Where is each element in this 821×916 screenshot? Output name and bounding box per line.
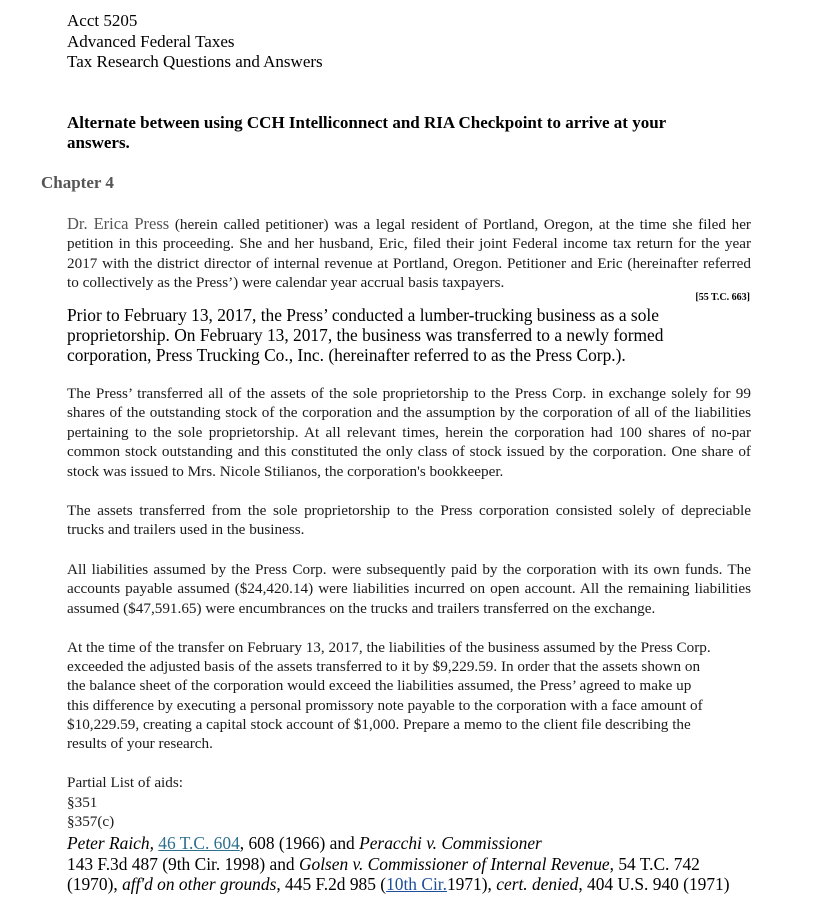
case-name-raich: Peter Raich, <box>67 833 154 853</box>
golsen-citation: , 54 T.C. 742 <box>609 854 700 874</box>
aids-item: §357(c) <box>67 813 115 830</box>
prior-paragraph-line-3: corporation, Press Trucking Co., Inc. (hereinafter referred to as the Press Corp.). <box>67 345 626 365</box>
aids-heading: Partial List of aids: <box>67 774 183 791</box>
reference-line-1 <box>67 833 542 854</box>
course-number: Acct 5205 <box>67 11 138 30</box>
citation-link-10th-cir[interactable]: 10th Cir. <box>386 874 447 894</box>
petitioner-name: Dr. Erica Press <box>67 214 170 233</box>
transfer-time-line-2: exceeded the adjusted basis of the assets transferred to it by $9,229.59. In order that the assets shown on <box>67 658 701 675</box>
raich-citation-tail: , 608 (1966) and <box>239 833 360 853</box>
prior-paragraph-line-1: Prior to February 13, 2017, the Press’ conducted a lumber-trucking business as a sole <box>67 305 659 325</box>
transfer-time-line-6: results of your research. <box>67 735 213 752</box>
peracchi-citation: 143 F.3d 487 (9th Cir. 1998) and <box>67 854 299 874</box>
transfer-time-line-1: At the time of the transfer on February 13, 2017, the liabilities of the business assumed by the Press Corp. <box>67 639 711 656</box>
assets-paragraph: The assets transferred from the sole proprietorship to the Press corporation consisted solely of depreciable trucks and trailers used in the business. <box>67 502 751 539</box>
intro-paragraph <box>67 214 751 293</box>
instruction-line-1: Alternate between using CCH Intelliconnect and RIA Checkpoint to arrive at your <box>67 113 667 132</box>
instruction-line-2: answers. <box>67 133 130 152</box>
cir-year: 1971), <box>446 874 497 894</box>
intro-text: (herein called petitioner) was a legal resident of Portland, Oregon, at the time she filed her petition in this proceeding. She and her husband, Eric, filed their joint Federal income tax return for the year 2017 with the district director of internal revenue at Portland, Oregon. Petitioner and Eric (hereinafter referred to collectively as the Press’) were calendar year accrual basis taxpayers. <box>67 216 751 292</box>
aids-item: §351 <box>67 794 98 811</box>
chapter-heading: Chapter 4 <box>41 173 114 192</box>
document-subtitle: Tax Research Questions and Answers <box>67 52 323 71</box>
liabilities-paragraph: All liabilities assumed by the Press Corp. were subsequently paid by the corporation with its own funds. The accounts payable assumed ($24,420.14) were liabilities incurred on open account. All the remaining liabilities assumed ($47,591.65) were encumbrances on the trucks and trailers transferred on the exchange. <box>67 561 751 617</box>
course-title: Advanced Federal Taxes <box>67 32 235 51</box>
transfer-paragraph: The Press’ transferred all of the assets of the sole proprietorship to the Press Corp. in exchange solely for 99 shares of the outstanding stock of the corporation and the assumption by the corporation of all of the liabilities pertaining to the sole proprietorship. At all relevant times, herein the corporation had 100 shares of no-par common stock outstanding and this constituted the only class of stock issued by the corporation. One share of stock was issued to Mrs. Nicole Stilianos, the corporation's bookkeeper. <box>67 385 751 480</box>
reference-line-3 <box>67 874 730 895</box>
cert-denied-phrase: cert. denied <box>496 874 579 894</box>
case-name-golsen: Golsen v. Commissioner of Internal Revenue <box>298 854 610 874</box>
page-reference: [55 T.C. 663] <box>695 292 750 303</box>
reference-line-2 <box>67 854 700 875</box>
citation-link-46-tc-604[interactable]: 46 T.C. 604 <box>158 833 240 853</box>
transfer-time-line-3: the balance sheet of the corporation would exceed the liabilities assumed, the Press’ agreed to make up <box>67 677 692 694</box>
transfer-time-line-4: this difference by executing a personal promissory note payable to the corporation with a face amount of <box>67 697 703 714</box>
transfer-time-line-5: $10,229.59, creating a capital stock account of $1,000. Prepare a memo to the client file describing the <box>67 716 691 733</box>
case-name-peracchi: Peracchi v. Commissioner <box>359 833 542 853</box>
affd-citation: , 445 F.2d 985 ( <box>276 874 387 894</box>
prior-paragraph-line-2: proprietorship. On February 13, 2017, the business was transferred to a newly formed <box>67 325 664 345</box>
affd-phrase: aff'd on other grounds <box>122 874 277 894</box>
golsen-year: (1970), <box>67 874 123 894</box>
cert-citation: , 404 U.S. 940 (1971) <box>578 874 730 894</box>
